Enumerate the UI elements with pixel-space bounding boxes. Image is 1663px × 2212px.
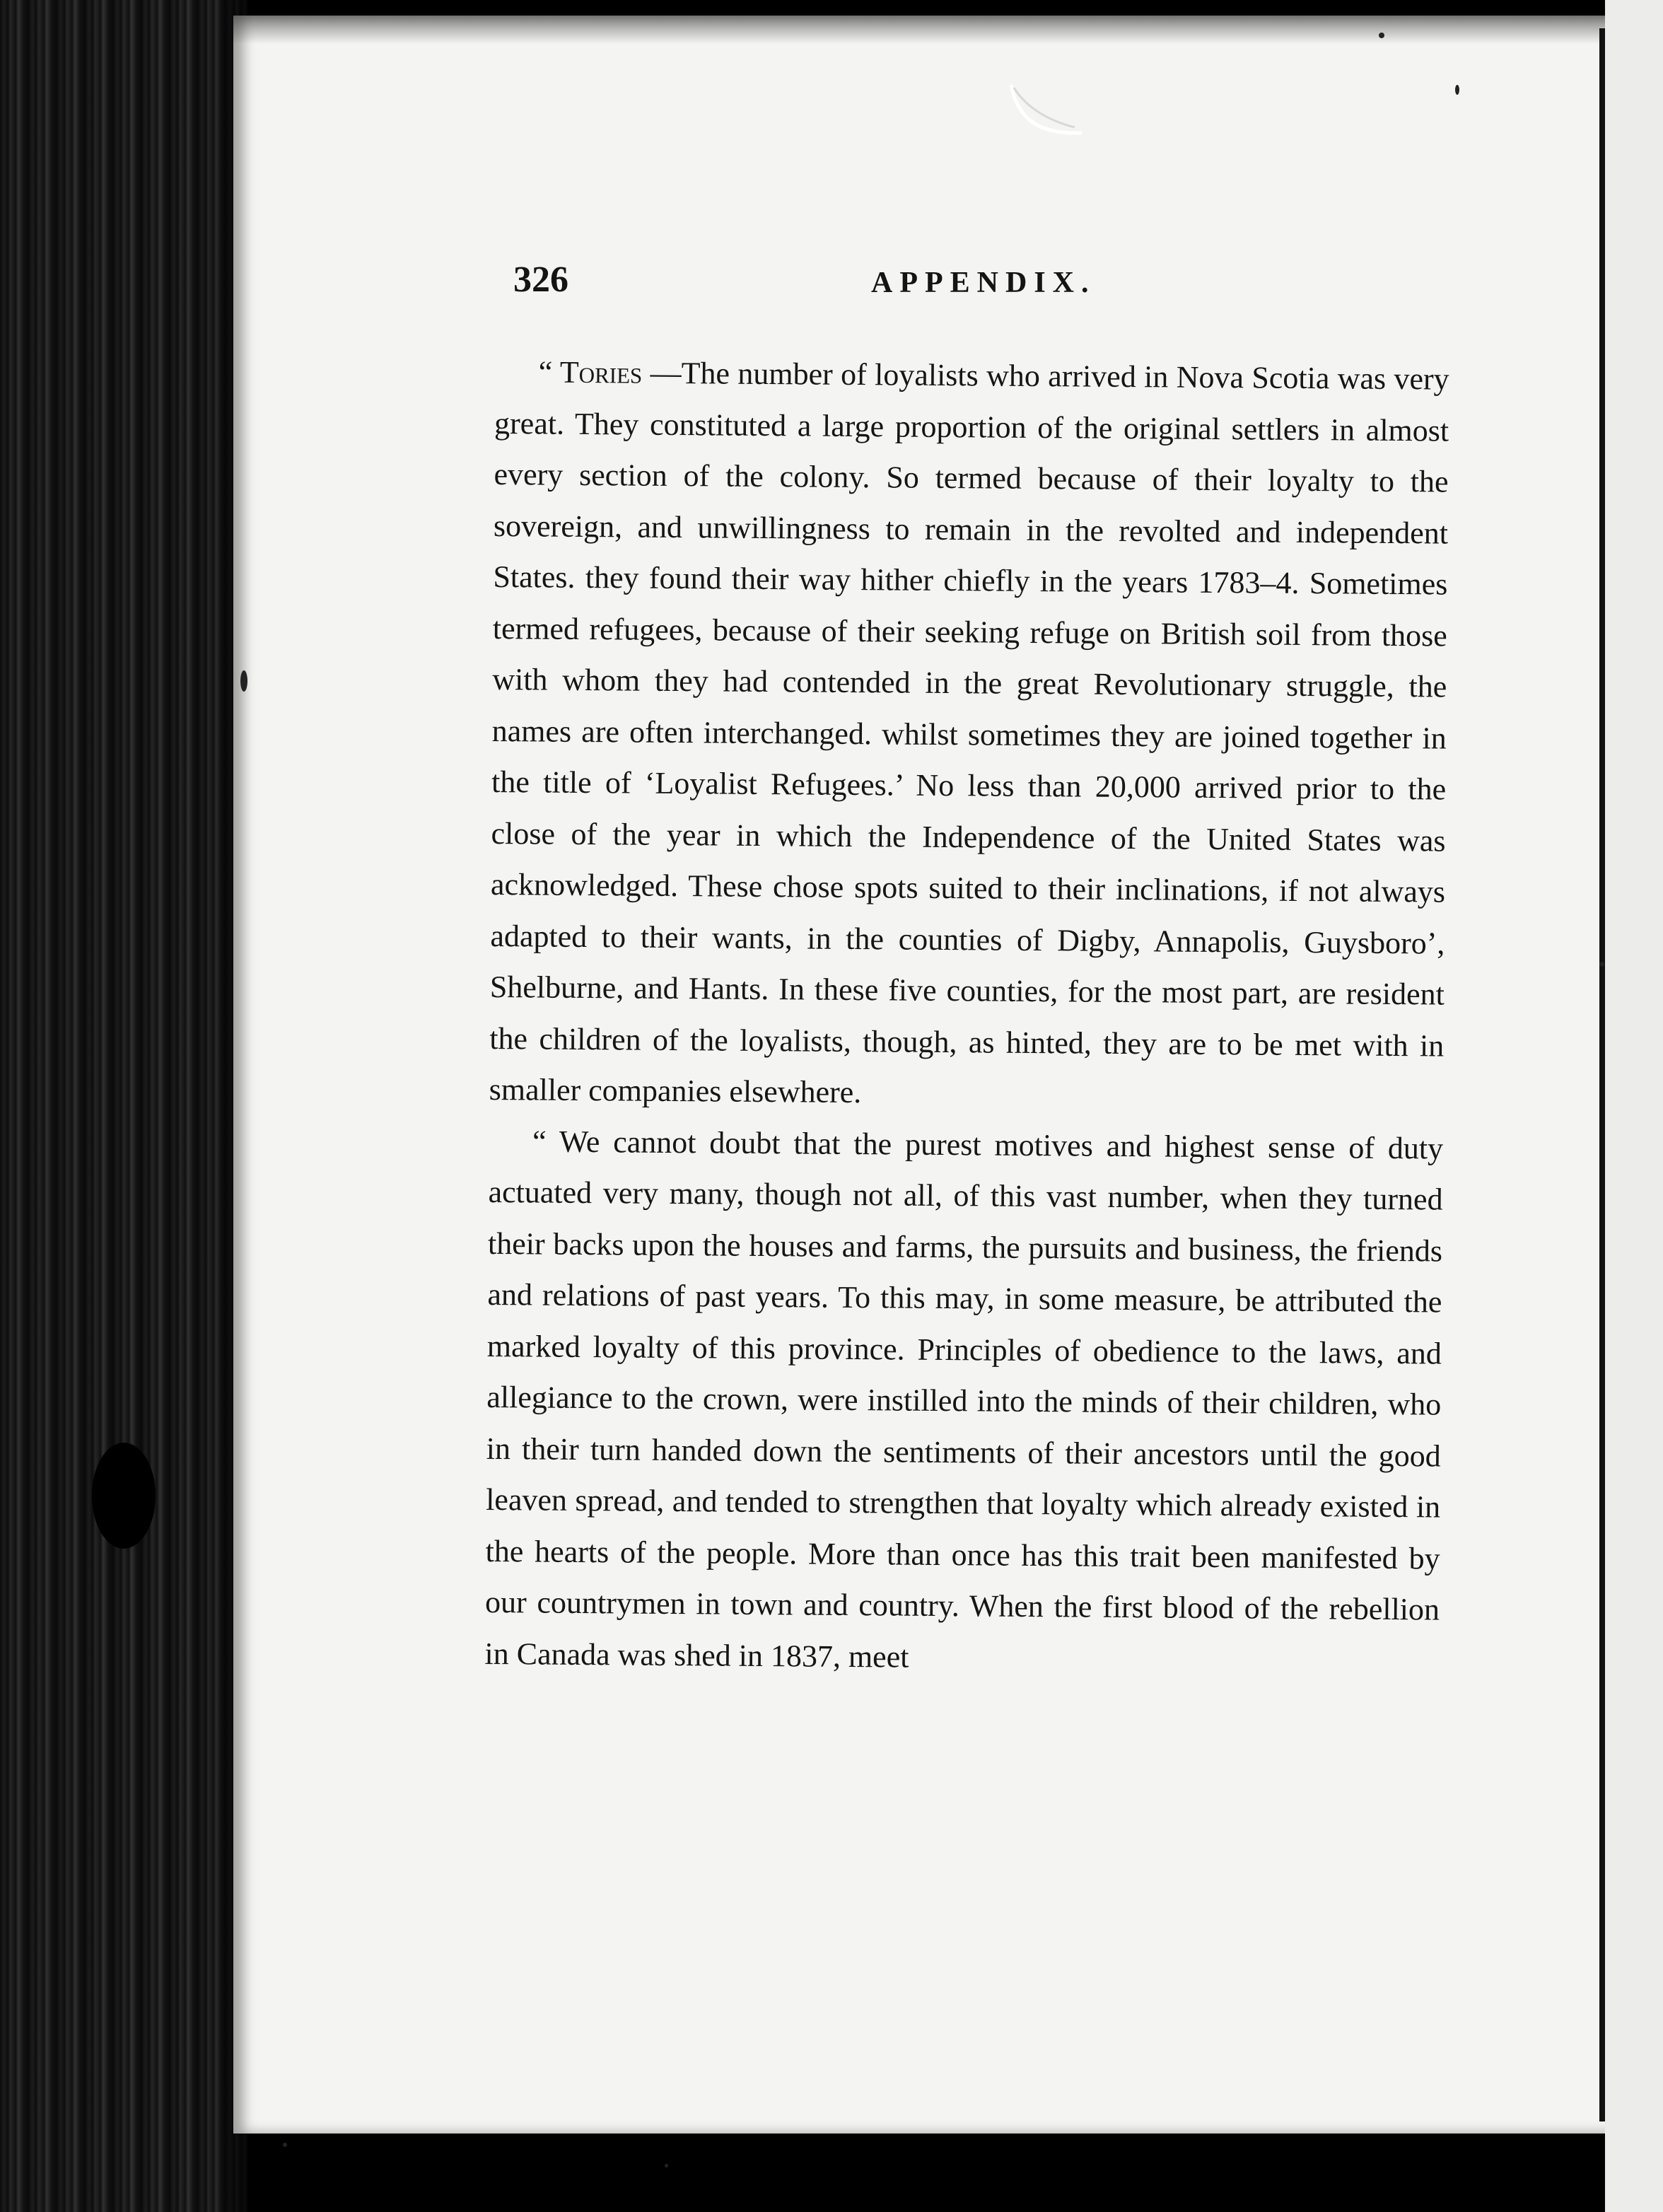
running-head: APPENDIX. [871, 267, 1096, 299]
binding-stain [92, 1443, 156, 1549]
pencil-mark-icon [1004, 78, 1089, 141]
paragraph-loyalty [484, 1115, 1443, 1687]
book-binding [0, 0, 247, 2212]
facing-page-margin [1605, 0, 1663, 2212]
paragraph-text: —The number of loyalists who arrived in Nova Scotia was very great. They constituted a large proportion of the original settlers in almost every section of the colony. So termed because of their loyalty to the sovereign, and unwillingness to remain in the revolted and independent States. they found their way hither chiefly in the years 1783–4. Sometimes termed refugees, because of their seeking refuge on British soil from those with whom they had contended in the great Revolutionary struggle, the names are often interchanged. whilst sometimes they are joined together in the title of ‘Loyalist Refugees.’ No less than 20,000 arrived prior to the close of the year in which the Independence of the United States was acknowledged. These chose spots suited to their inclinations, if not always adapted to their wants, in the counties of Digby, Annapolis, Guysboro’, Shelburne, and Hants. In these five counties, for the most part, are resident the children of the loyalists, though, as hinted, they are to be met with in smaller companies elsewhere. [489, 355, 1449, 1110]
paragraph-lead: “ Tories [538, 354, 643, 390]
page-number: 326 [513, 260, 568, 300]
page-top-shadow [233, 16, 1605, 44]
page-right-edge [1599, 28, 1605, 2121]
page-header [513, 259, 1468, 315]
paragraph-tories [489, 347, 1449, 1123]
body-text [484, 347, 1449, 1687]
paragraph-text: “ We cannot doubt that the purest motives and highest sense of duty actuated very many, though not all, of this vast number, when they turned their backs upon the houses and farms, the pursuits and business, the friends and relations of past years. To this may, in some measure, be attributed the marked loyalty of this province. Principles of obedience to the laws, and allegiance to the crown, were instilled into the minds of their children, who in their turn handed down the sentiments of their ancestors until the good leaven spread, and tended to strengthen that loyalty which already existed in the hearts of the people. More than once has this trait been manifested by our countrymen in town and country. When the first blood of the rebellion in Canada was shed in 1837, meet [484, 1123, 1444, 1675]
